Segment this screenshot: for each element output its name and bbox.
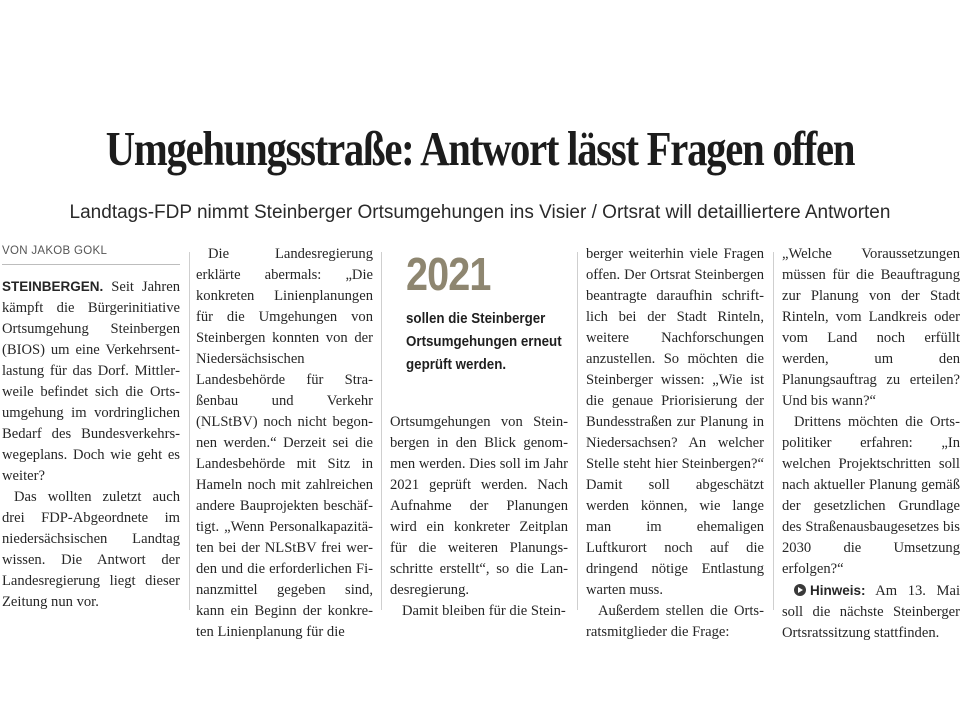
paragraph-text: Seit Jahren kämpft die Bürgerinitiative Ortsumgehung Steinbergen (BIOS) um eine Verkehrsentlastung für das Dorf. Mittlerweile befindet sich die Ortsumgehung im vordringlichen Bedarf des Bundesverkehrswegeplans. Doch wie geht es weiter? <box>2 279 180 484</box>
paragraph: Drittens möchten die Ortspolitiker erfahren: „In welchen Projektschritten soll nach aktueller Planung gemäß der gesetzlichen Grundlage des Straßenausbaugesetzes bis 2030 die Umsetzung erfolgen?“ <box>782 414 960 577</box>
article-subheadline: Landtags-FDP nimmt Steinberger Ortsumgehungen ins Visier / Ortsrat will detailliertere Antworten <box>69 202 891 223</box>
paragraph: Ortsumgehungen von Steinbergen in den Blick genommen werden. Dies soll im Jahr 2021 geprüft werden. Nach Aufnahme der Planungen wird ein konkreter Zeitplan für die weiteren Planungsschritte erstellt“, so die Landesregierung. <box>390 414 568 598</box>
dateline: STEINBERGEN. <box>2 279 104 294</box>
pull-quote-year: 2021 <box>406 248 491 300</box>
column-divider <box>381 252 382 610</box>
article-column-3 <box>390 244 568 622</box>
arrow-circle-icon <box>794 584 806 596</box>
paragraph: Außerdem stellen die Ortsratsmitglieder die Frage: <box>586 603 764 640</box>
article-column-4 <box>586 244 764 643</box>
paragraph: Die Landesregierung erklärte abermals: „Die konkreten Linienplanungen für die Umgehungen von Steinbergen konnten von der Niedersächsischen Landesbehörde für Straßenbau und Verkehr (NLStBV) noch nicht begonnen werden.“ Derzeit sei die Landesbehörde mit Sitz in Hameln noch mit zahlreichen andere Bauprojekten beschäftigt. „Wenn Personalkapazitäten bei der NLStBV frei werden und die erforderlichen Finanzmittel gegeben sind, kann ein Beginn der konkreten Linienplanung für die <box>196 246 373 640</box>
paragraph: Damit bleiben für die Stein- <box>402 603 566 619</box>
article-column-1 <box>2 244 180 613</box>
paragraph: Das wollten zuletzt auch drei FDP-Abgeordnete im niedersächsischen Landtag wissen. Die Antwort der Landesregierung liegt dieser Zeitung nun vor. <box>2 489 180 610</box>
paragraph: berger weiterhin viele Fragen offen. Der Ortsrat Steinbergen beantragte daraufhin schriftlich bei der Stadt Rinteln, weitere Nachforschungen anzustellen. So möchten die Steinberger wissen: „Wie ist die genaue Priorisierung der Bundesstraßen zur Planung in Niedersachsen? An welcher Stelle steht hier Steinbergen?“ Damit soll abgeschätzt werden können, wie lange man im ehemaligen Luftkurort noch auf die dringend nötige Entlastung warten muss. <box>586 246 764 598</box>
pull-quote-text: sollen die Steinberger Ortsumgehungen erneut geprüft werden. <box>406 311 562 373</box>
article-column-2 <box>196 244 373 643</box>
byline: VON JAKOB GOKL <box>2 244 180 265</box>
paragraph: „Welche Voraussetzungen müssen für die Beauftragung zur Planung von der Stadt Rinteln, vom Landkreis oder vom Land noch erfüllt werden, um den Planungsauftrag zu erteilen? Und bis wann?“ <box>782 246 960 409</box>
column-divider <box>773 252 774 610</box>
hint-label: Hinweis: <box>810 583 866 598</box>
pull-quote <box>390 250 568 412</box>
article-column-5 <box>782 244 960 644</box>
hint-paragraph <box>782 580 960 644</box>
paragraph <box>2 276 180 487</box>
column-divider <box>189 252 190 610</box>
column-divider <box>577 252 578 610</box>
article-headline: Umgehungsstraße: Antwort lässt Fragen offen <box>105 121 855 176</box>
hint-text: Am 13. Mai soll die nächste Steinberger Ortsratssitzung stattfinden. <box>782 583 960 641</box>
